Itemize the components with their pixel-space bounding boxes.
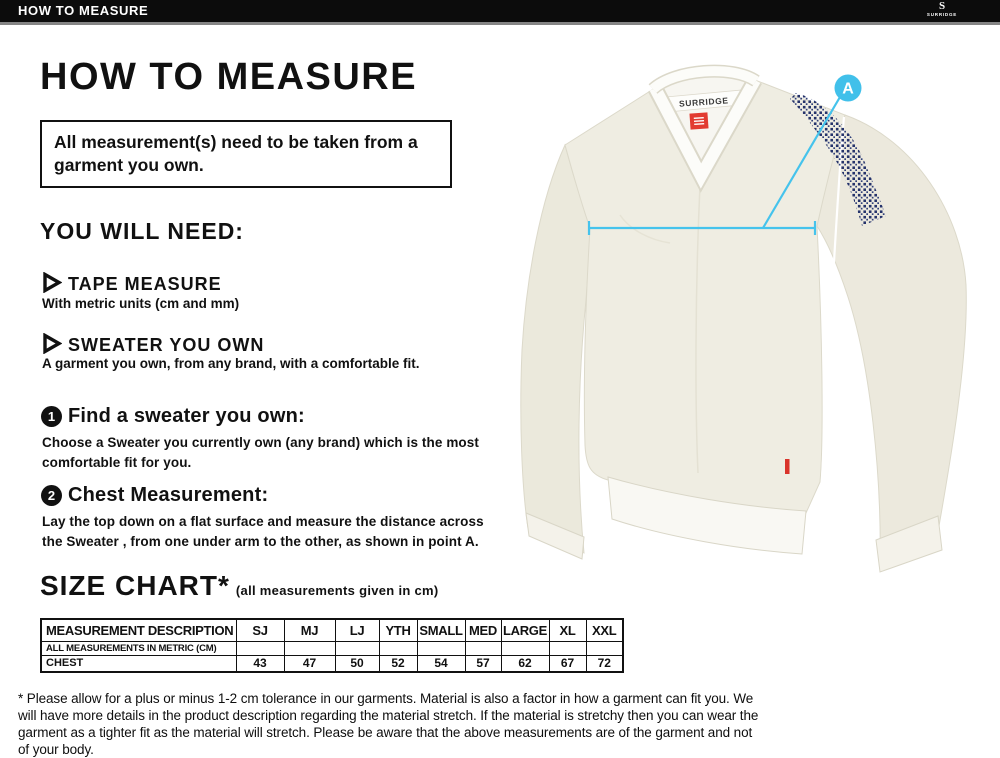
row-label: CHEST — [41, 655, 236, 672]
you-will-need-heading: YOU WILL NEED: — [40, 218, 244, 244]
empty-cell — [236, 641, 284, 655]
column-header: LJ — [335, 619, 379, 641]
empty-cell — [335, 641, 379, 655]
step-2-description: Lay the top down on a flat surface and measure the distance across the Sweater , from one under arm to the other, as shown in point A. — [42, 514, 484, 549]
step-2-number: 2 — [41, 485, 62, 506]
triangle-bullet-icon — [41, 333, 62, 354]
empty-cell — [284, 641, 335, 655]
step-1-title: Find a sweater you own: — [68, 405, 305, 427]
surridge-logo-text: SURRIDGE — [926, 12, 958, 17]
step-1-number: 1 — [41, 406, 62, 427]
tolerance-footnote: * Please allow for a plus or minus 1-2 cm tolerance in our garments. Material is also a factor in how a garment can fit you. We will have more details in the product description regarding the material stretch. If the material is stretchy then you can wear the garment as a tighter fit as the material will stretch. Please be aware that the above measurements are of the garment and not of your body. — [18, 691, 759, 757]
need-item-tape-measure-desc: With metric units (cm and mm) — [42, 296, 240, 311]
sweater-left-sleeve — [521, 145, 592, 553]
chest-value: 57 — [465, 655, 501, 672]
neck-label-text: SURRIDGE — [678, 95, 729, 109]
column-header: LARGE — [501, 619, 549, 641]
size-chart-heading — [40, 570, 439, 602]
column-header: XL — [549, 619, 586, 641]
chest-value: 43 — [236, 655, 284, 672]
empty-cell — [417, 641, 465, 655]
chest-value: 67 — [549, 655, 586, 672]
point-a-label: A — [842, 80, 854, 98]
need-item-tape-measure: TAPE MEASURE — [68, 274, 222, 294]
surridge-logo — [912, 1, 972, 21]
column-header: MEASUREMENT DESCRIPTION — [41, 619, 236, 641]
sweater-illustration — [500, 45, 1000, 675]
surridge-s-icon: S — [938, 0, 946, 12]
triangle-bullet-icon — [41, 272, 62, 293]
size-chart-subtitle: (all measurements given in cm) — [235, 583, 439, 598]
empty-cell — [465, 641, 501, 655]
column-header: XXL — [586, 619, 623, 641]
top-bar — [0, 0, 1000, 22]
column-header: MJ — [284, 619, 335, 641]
chest-value: 54 — [417, 655, 465, 672]
column-header: MED — [465, 619, 501, 641]
empty-cell — [379, 641, 417, 655]
need-item-sweater: SWEATER YOU OWN — [68, 335, 265, 355]
red-neck-tag — [689, 112, 708, 129]
column-header: SJ — [236, 619, 284, 641]
red-side-tag — [785, 459, 790, 474]
column-header: SMALL — [417, 619, 465, 641]
chest-value: 50 — [335, 655, 379, 672]
row-label: ALL MEASUREMENTS IN METRIC (CM) — [41, 641, 236, 655]
step-1-description: Choose a Sweater you currently own (any brand) which is the most comfortable fit for you. — [42, 435, 479, 470]
chest-value: 52 — [379, 655, 417, 672]
top-bar-divider — [0, 22, 1000, 25]
chest-value: 72 — [586, 655, 623, 672]
size-chart-title: SIZE CHART* — [40, 570, 230, 601]
page-title: HOW TO MEASURE — [40, 56, 418, 98]
step-2-title: Chest Measurement: — [68, 484, 269, 506]
need-item-sweater-desc: A garment you own, from any brand, with a comfortable fit. — [42, 356, 420, 371]
column-header: YTH — [379, 619, 417, 641]
chest-value: 47 — [284, 655, 335, 672]
top-bar-title: HOW TO MEASURE — [18, 3, 149, 18]
chest-value: 62 — [501, 655, 549, 672]
note-box: All measurement(s) need to be taken from a garment you own. — [40, 120, 452, 188]
